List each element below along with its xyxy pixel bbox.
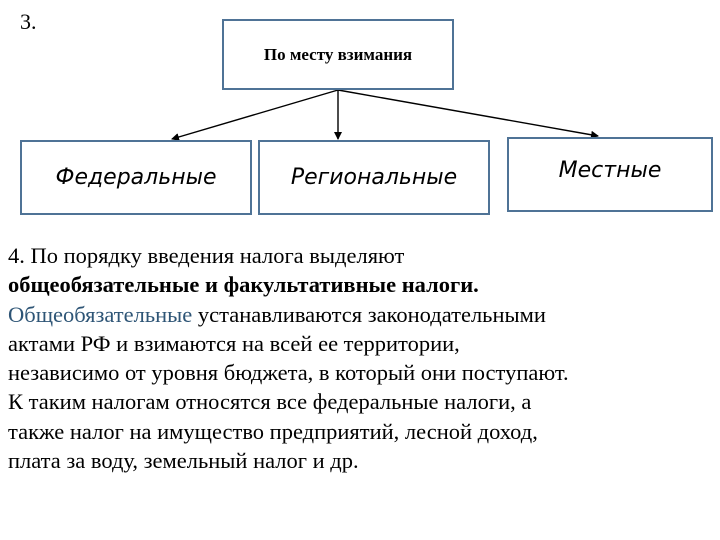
paragraph-line-3-rest: устанавливаются законодательными — [192, 301, 546, 327]
paragraph-line-4: актами РФ и взимаются на всей ее территории, — [8, 330, 460, 356]
diagram-root-label: По месту взимания — [263, 44, 413, 64]
body-paragraph — [8, 241, 713, 475]
paragraph-line-5: независимо от уровня бюджета, в который они поступают. — [8, 360, 569, 386]
category-box-local — [507, 137, 713, 212]
paragraph-line-6: К таким налогам относятся все федеральные налоги, а — [8, 389, 532, 415]
paragraph-line-1: 4. По порядку введения налога выделяют — [8, 243, 405, 268]
paragraph-line-8: плата за воду, земельный налог и др. — [8, 448, 359, 474]
category-label-regional: Региональные — [290, 165, 458, 190]
paragraph-line-3 — [8, 300, 713, 329]
section-number: 3. — [20, 9, 37, 34]
category-box-federal — [20, 140, 252, 215]
connector-left — [172, 90, 338, 139]
category-label-local: Местные — [558, 158, 662, 183]
connector-right — [338, 90, 598, 136]
category-box-regional — [258, 140, 490, 215]
paragraph-accent-term: Общеобязательные — [8, 301, 193, 327]
category-label-federal: Федеральные — [55, 165, 217, 190]
paragraph-line-7: также налог на имущество предприятий, лесной доход, — [8, 418, 538, 444]
diagram-root-box — [222, 19, 454, 90]
paragraph-line-2-bold: общеобязательные и факультативные налоги. — [8, 272, 479, 298]
